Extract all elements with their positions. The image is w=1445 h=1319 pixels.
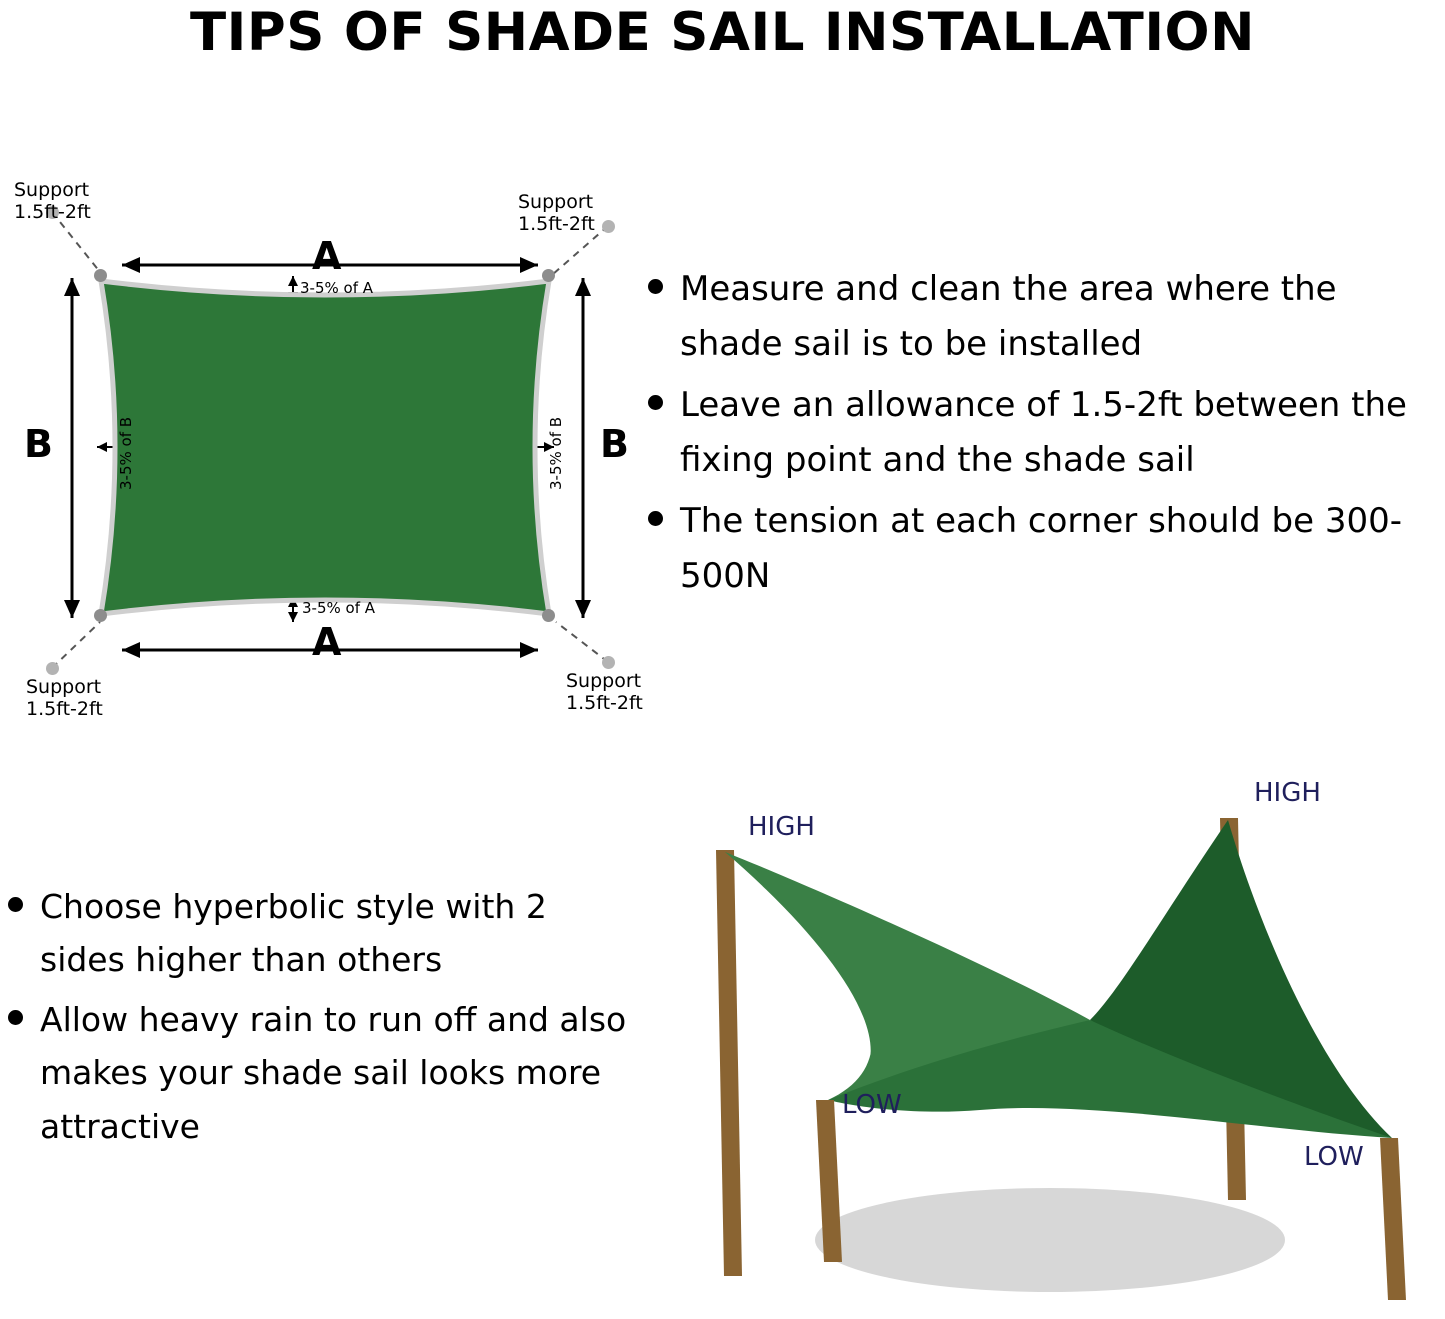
corner-ring-bottom-left [94,609,107,622]
tips-list-bottom [8,880,628,1159]
curve-label-right: 3-5% of B [547,416,565,490]
list-item [648,262,1445,372]
dimension-label-b-left: B [24,422,53,466]
support-label-line1: Support [14,179,90,201]
bullet-dot-icon [648,279,663,294]
list-item [8,880,628,987]
list-item [8,993,628,1153]
corner-ring-top-right [542,269,555,282]
support-label-line2: 1.5ft-2ft [518,212,595,235]
support-label-top-right [518,192,595,236]
dimension-label-a-bottom: A [312,620,342,664]
curve-label-top: 3-5% of A [300,279,374,297]
rectangular-sail-diagram [0,150,660,730]
support-label-line2: 1.5ft-2ft [14,200,91,223]
tips-list-top [648,262,1445,610]
dimension-label-b-right: B [600,422,629,466]
tip-text: Choose hyperbolic style with 2 sides higher than others [40,887,547,980]
bullet-dot-icon [8,897,23,912]
hyperbolic-sail-diagram [620,770,1445,1319]
label-high-left: HIGH [748,812,815,842]
tip-text: Allow heavy rain to run off and also makes your shade sail looks more attractive [40,999,627,1146]
support-label-bottom-right [566,671,643,715]
support-label-line2: 1.5ft-2ft [566,691,643,714]
tip-text: The tension at each corner should be 300-500N [680,501,1402,597]
curve-label-left: 3-5% of B [117,416,135,490]
list-item [648,378,1445,488]
support-label-line2: 1.5ft-2ft [26,697,103,720]
hyperbolic-sail-svg [620,770,1445,1319]
list-item [648,494,1445,604]
bullet-dot-icon [8,1010,23,1025]
tip-text: Measure and clean the area where the shade sail is to be installed [680,269,1337,365]
label-high-right: HIGH [1254,778,1321,808]
support-label-line1: Support [566,670,642,692]
bullet-dot-icon [648,395,663,410]
corner-ring-bottom-right [542,609,555,622]
bullet-dot-icon [648,511,663,526]
shade-sail-shape [95,275,555,620]
support-label-line1: Support [518,191,594,213]
label-low-left: LOW [842,1090,902,1120]
label-low-right: LOW [1304,1142,1364,1172]
support-anchor-bottom-right [602,656,615,669]
dimension-label-a-top: A [312,234,342,278]
curve-label-bottom: 3-5% of A [302,599,376,617]
support-anchor-top-right [602,220,615,233]
support-label-top-left [14,180,91,224]
tip-text: Leave an allowance of 1.5-2ft between the fixing point and the shade sail [680,385,1407,481]
support-label-bottom-left [26,677,103,721]
page-title: TIPS OF SHADE SAIL INSTALLATION [190,2,1255,63]
support-label-line1: Support [26,676,102,698]
support-anchor-bottom-left [46,662,59,675]
corner-ring-top-left [94,269,107,282]
